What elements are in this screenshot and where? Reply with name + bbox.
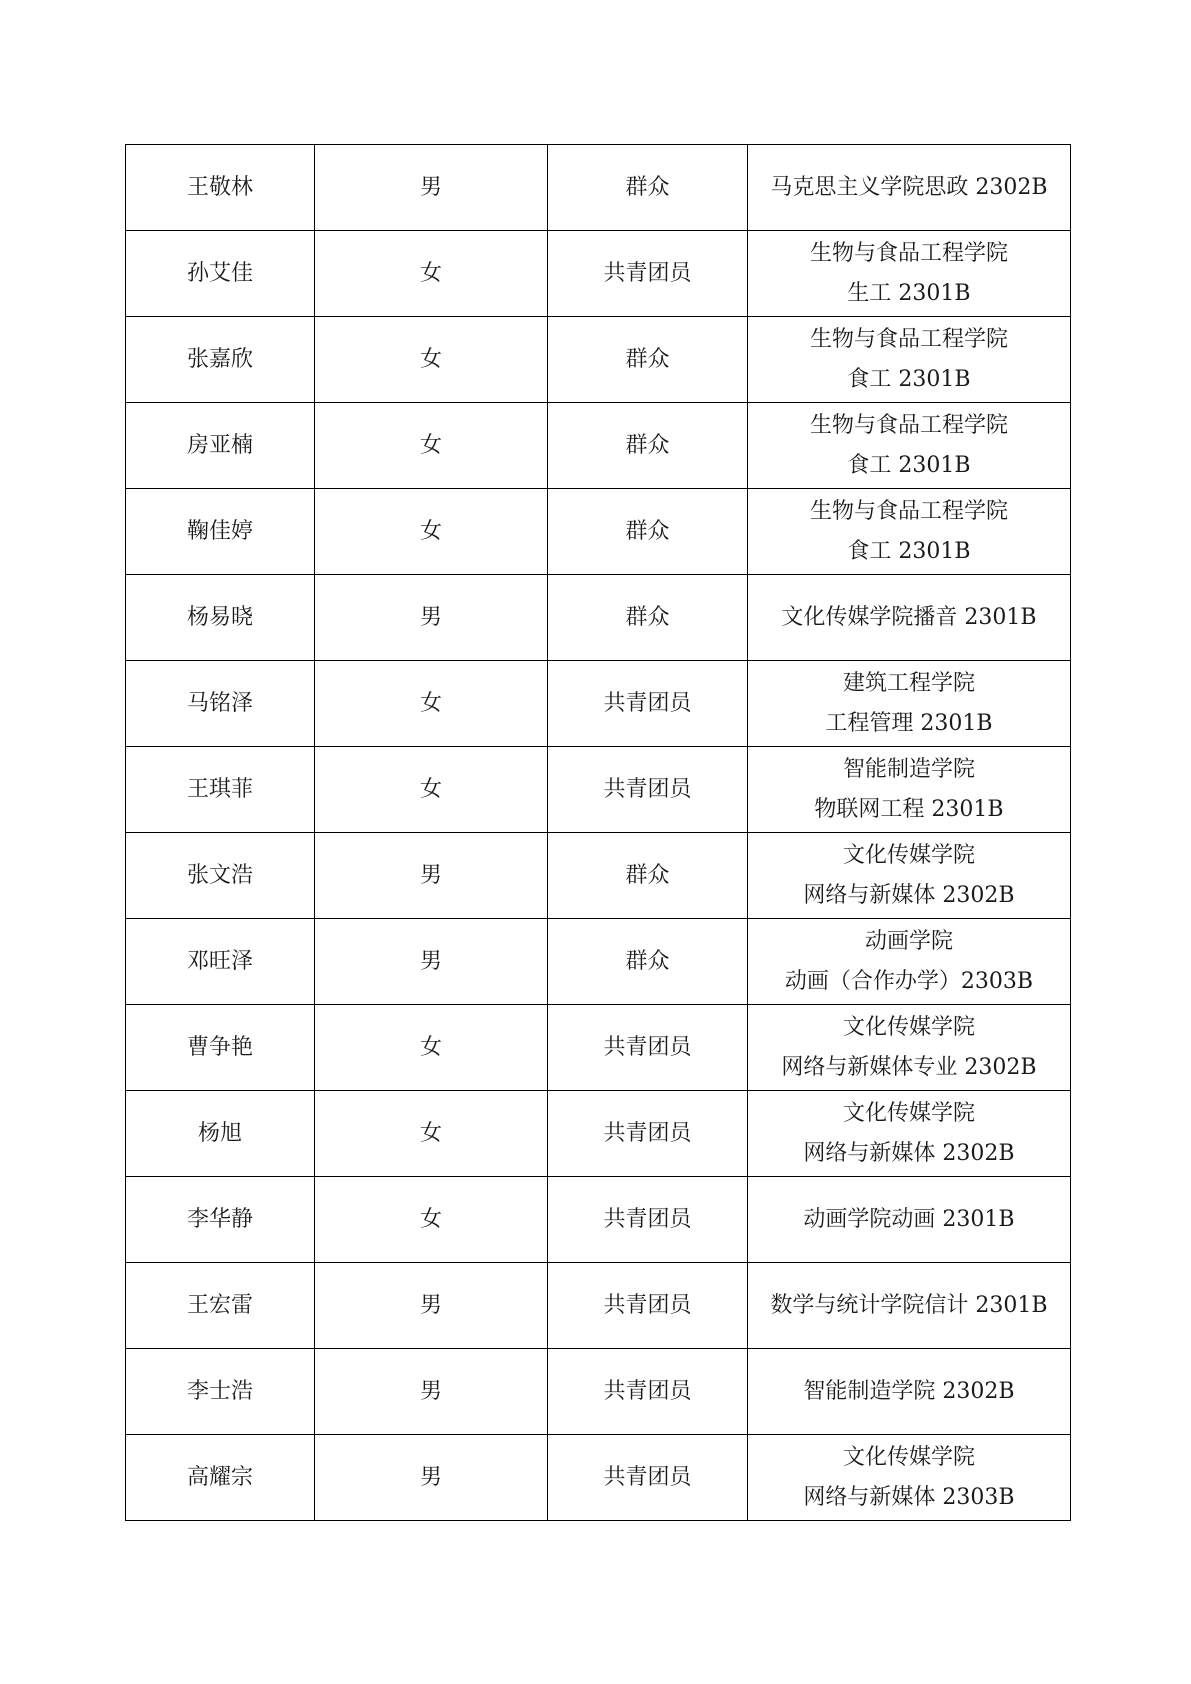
table-row bbox=[126, 575, 1071, 661]
college-class-line: 文化传媒学院播音 2301B bbox=[781, 604, 1037, 630]
political-status-cell: 共青团员 bbox=[548, 1263, 748, 1349]
political-status-cell: 共青团员 bbox=[548, 1091, 748, 1177]
table-row bbox=[126, 489, 1071, 575]
table-row bbox=[126, 231, 1071, 317]
college-class-line: 建筑工程学院 bbox=[842, 670, 975, 696]
college-class-cell bbox=[748, 747, 1071, 833]
table-row bbox=[126, 661, 1071, 747]
student-name-cell: 邓旺泽 bbox=[126, 919, 315, 1005]
political-status-cell: 群众 bbox=[548, 317, 748, 403]
student-name-cell: 张文浩 bbox=[126, 833, 315, 919]
gender-cell: 女 bbox=[315, 403, 548, 489]
gender-cell: 男 bbox=[315, 575, 548, 661]
college-class-line: 生工 2301B bbox=[847, 280, 971, 306]
student-name-cell: 孙艾佳 bbox=[126, 231, 315, 317]
college-class-line: 生物与食品工程学院 bbox=[809, 498, 1008, 524]
gender-cell: 男 bbox=[315, 145, 548, 231]
table-row bbox=[126, 403, 1071, 489]
college-class-line: 网络与新媒体 2302B bbox=[803, 882, 1015, 908]
student-name-cell: 李华静 bbox=[126, 1177, 315, 1263]
college-class-line: 生物与食品工程学院 bbox=[809, 240, 1008, 266]
college-class-line: 动画学院 bbox=[864, 928, 953, 954]
college-class-line: 网络与新媒体专业 2302B bbox=[781, 1054, 1037, 1080]
roster-table-body bbox=[126, 145, 1071, 1521]
political-status-cell: 共青团员 bbox=[548, 661, 748, 747]
table-row bbox=[126, 747, 1071, 833]
gender-cell: 女 bbox=[315, 231, 548, 317]
college-class-line: 网络与新媒体 2302B bbox=[803, 1140, 1015, 1166]
political-status-cell: 共青团员 bbox=[548, 231, 748, 317]
student-name-cell: 杨易晓 bbox=[126, 575, 315, 661]
table-row bbox=[126, 1091, 1071, 1177]
table-row bbox=[126, 145, 1071, 231]
gender-cell: 女 bbox=[315, 317, 548, 403]
college-class-line: 食工 2301B bbox=[847, 452, 971, 478]
college-class-line: 文化传媒学院 bbox=[842, 1444, 975, 1470]
table-row bbox=[126, 1263, 1071, 1349]
political-status-cell: 群众 bbox=[548, 575, 748, 661]
college-class-line: 动画学院动画 2301B bbox=[803, 1206, 1015, 1232]
college-class-line: 食工 2301B bbox=[847, 538, 971, 564]
political-status-cell: 共青团员 bbox=[548, 1349, 748, 1435]
college-class-line: 马克思主义学院思政 2302B bbox=[770, 174, 1048, 200]
political-status-cell: 群众 bbox=[548, 833, 748, 919]
gender-cell: 男 bbox=[315, 1349, 548, 1435]
table-row bbox=[126, 919, 1071, 1005]
college-class-cell bbox=[748, 1263, 1071, 1349]
student-name-cell: 马铭泽 bbox=[126, 661, 315, 747]
college-class-cell bbox=[748, 1005, 1071, 1091]
table-row bbox=[126, 1349, 1071, 1435]
college-class-cell bbox=[748, 1349, 1071, 1435]
political-status-cell: 群众 bbox=[548, 403, 748, 489]
student-name-cell: 王宏雷 bbox=[126, 1263, 315, 1349]
college-class-cell bbox=[748, 1177, 1071, 1263]
college-class-line: 文化传媒学院 bbox=[842, 1014, 975, 1040]
political-status-cell: 共青团员 bbox=[548, 1005, 748, 1091]
gender-cell: 男 bbox=[315, 919, 548, 1005]
student-name-cell: 房亚楠 bbox=[126, 403, 315, 489]
college-class-line: 生物与食品工程学院 bbox=[809, 412, 1008, 438]
college-class-cell bbox=[748, 317, 1071, 403]
college-class-cell bbox=[748, 231, 1071, 317]
student-name-cell: 鞠佳婷 bbox=[126, 489, 315, 575]
gender-cell: 女 bbox=[315, 1005, 548, 1091]
student-name-cell: 曹争艳 bbox=[126, 1005, 315, 1091]
student-name-cell: 王琪菲 bbox=[126, 747, 315, 833]
political-status-cell: 共青团员 bbox=[548, 1435, 748, 1521]
college-class-line: 食工 2301B bbox=[847, 366, 971, 392]
gender-cell: 女 bbox=[315, 1177, 548, 1263]
college-class-cell bbox=[748, 1435, 1071, 1521]
college-class-line: 智能制造学院 bbox=[842, 756, 975, 782]
college-class-line: 数学与统计学院信计 2301B bbox=[770, 1292, 1048, 1318]
political-status-cell: 群众 bbox=[548, 145, 748, 231]
college-class-cell bbox=[748, 1091, 1071, 1177]
college-class-line: 动画（合作办学）2303B bbox=[784, 968, 1034, 994]
college-class-cell bbox=[748, 833, 1071, 919]
gender-cell: 男 bbox=[315, 1263, 548, 1349]
college-class-cell bbox=[748, 661, 1071, 747]
college-class-line: 智能制造学院 2302B bbox=[803, 1378, 1015, 1404]
table-row bbox=[126, 1435, 1071, 1521]
student-name-cell: 杨旭 bbox=[126, 1091, 315, 1177]
college-class-cell bbox=[748, 489, 1071, 575]
college-class-cell bbox=[748, 919, 1071, 1005]
gender-cell: 男 bbox=[315, 833, 548, 919]
student-name-cell: 高耀宗 bbox=[126, 1435, 315, 1521]
gender-cell: 男 bbox=[315, 1435, 548, 1521]
political-status-cell: 共青团员 bbox=[548, 1177, 748, 1263]
student-name-cell: 张嘉欣 bbox=[126, 317, 315, 403]
student-name-cell: 王敬林 bbox=[126, 145, 315, 231]
college-class-cell bbox=[748, 145, 1071, 231]
gender-cell: 女 bbox=[315, 747, 548, 833]
student-name-cell: 李士浩 bbox=[126, 1349, 315, 1435]
college-class-line: 文化传媒学院 bbox=[842, 1100, 975, 1126]
college-class-cell bbox=[748, 575, 1071, 661]
college-class-line: 网络与新媒体 2303B bbox=[803, 1484, 1015, 1510]
college-class-line: 文化传媒学院 bbox=[842, 842, 975, 868]
college-class-cell bbox=[748, 403, 1071, 489]
political-status-cell: 群众 bbox=[548, 489, 748, 575]
political-status-cell: 群众 bbox=[548, 919, 748, 1005]
gender-cell: 女 bbox=[315, 489, 548, 575]
table-row bbox=[126, 317, 1071, 403]
college-class-line: 生物与食品工程学院 bbox=[809, 326, 1008, 352]
gender-cell: 女 bbox=[315, 661, 548, 747]
college-class-line: 工程管理 2301B bbox=[825, 710, 993, 736]
table-row bbox=[126, 833, 1071, 919]
table-row bbox=[126, 1177, 1071, 1263]
college-class-line: 物联网工程 2301B bbox=[814, 796, 1004, 822]
student-roster-table bbox=[125, 144, 1071, 1521]
gender-cell: 女 bbox=[315, 1091, 548, 1177]
table-row bbox=[126, 1005, 1071, 1091]
political-status-cell: 共青团员 bbox=[548, 747, 748, 833]
